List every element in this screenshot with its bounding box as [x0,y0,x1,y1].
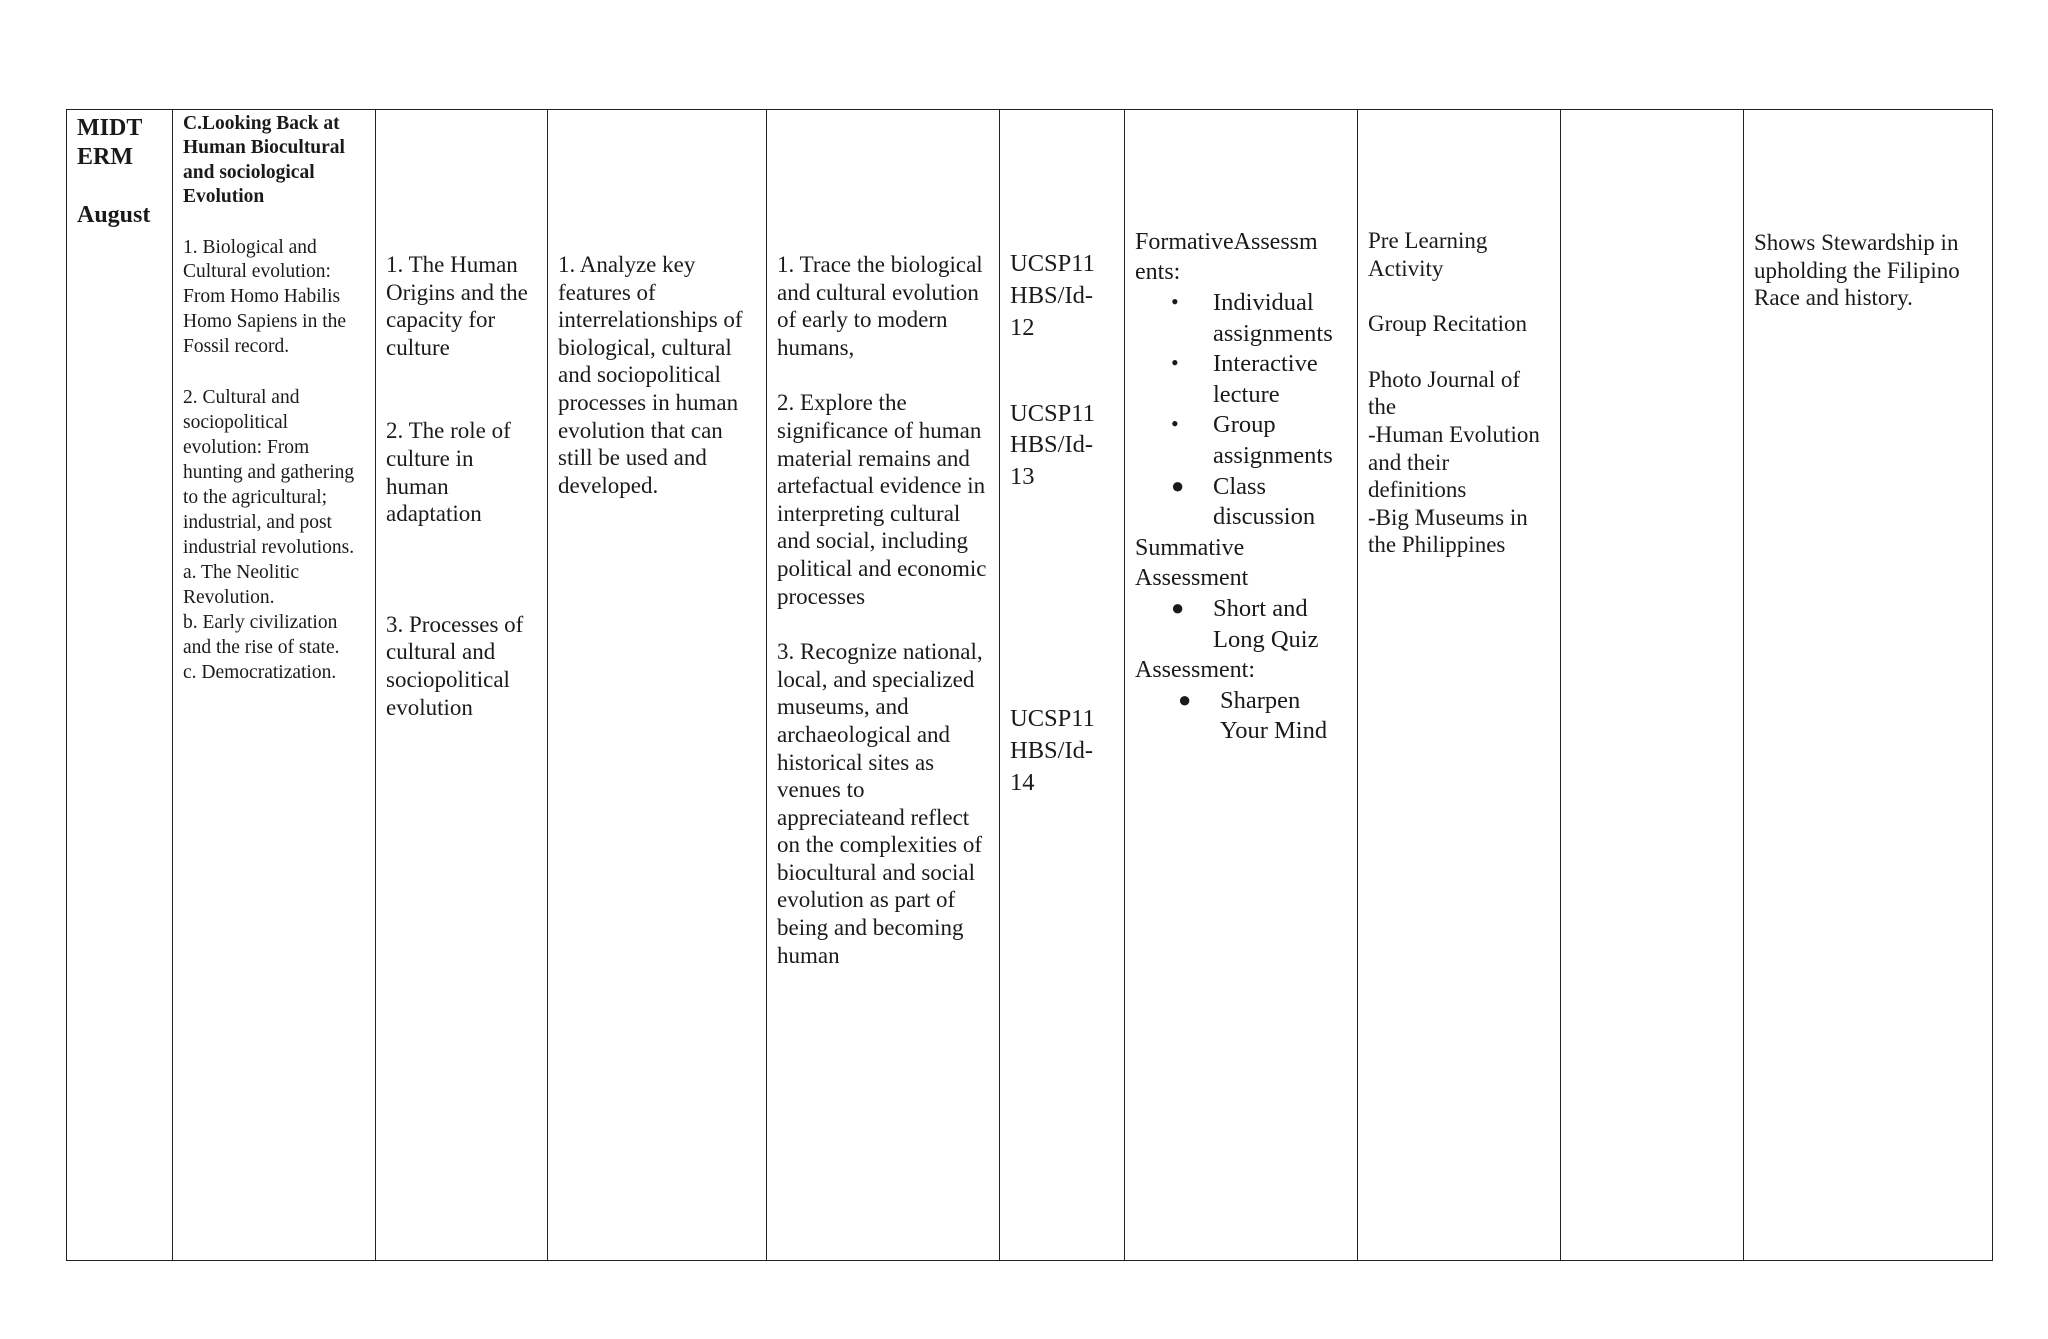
list-item: • Interactive lecture [1171,350,1318,408]
bullet-icon: • [1171,350,1179,376]
competencies-cell [767,110,1000,1261]
standard-1: 1. The Human Origins and the capacity for culture [386,252,528,360]
competency-2: 2. Explore the significance of human material remains and artefactual evidence in interpreting cultural and social, including political and economic processes [777,390,987,609]
bullet-icon: ● [1171,472,1185,498]
resources-cell [1561,110,1744,1261]
values-cell [1744,110,1993,1261]
codes-cell [1000,110,1125,1261]
assessment-cell [1125,110,1358,1261]
content-item-1: 1. Biological and Cultural evolution: From Homo Habilis Homo Sapiens in the Fossil record. [183,236,347,358]
activity-3: Photo Journal of the [1368,366,1521,420]
activity-5: -Big Museums in the Philippines [1368,504,1528,558]
term-label: MIDT ERM [77,115,142,171]
activity-1: Pre Learning Activity [1368,228,1488,281]
performance-cell [548,110,767,1261]
activities-cell [1358,110,1561,1261]
code-2: UCSP11 HBS/Id-13 [1010,399,1095,491]
table-row [67,110,1993,1261]
summative-list [1135,594,1347,655]
bullet-icon: ● [1178,686,1192,712]
bullet-icon: • [1171,411,1179,437]
list-item: • Group assignments [1171,411,1333,470]
list-item: ● Short and Long Quiz [1171,594,1319,653]
values-text: Shows Stewardship in upholding the Filipino Race and history. [1754,230,1960,311]
standard-3: 3. Processes of cultural and sociopolitical evolution [386,611,524,720]
standards-cell [376,110,548,1261]
activity-2: Group Recitation [1368,311,1528,337]
code-1: UCSP11 HBS/Id-12 [1010,250,1095,341]
list-item: • Individual assignments [1171,288,1333,347]
list-item: ● Class discussion [1171,472,1316,531]
term-cell [67,110,173,1261]
content-sub-c: c. Democratization. [183,661,337,683]
month-label: August [77,201,151,228]
standard-2: 2. The role of culture in human adaptation [386,418,511,527]
content-sub-b: b. Early civilization and the rise of state. [183,611,340,658]
content-sub-a: a. The Neolitic Revolution. [183,561,300,608]
bullet-icon: • [1171,288,1179,314]
summative-heading: Summative Assessment [1135,534,1249,592]
formative-heading: FormativeAssessm ents: [1135,229,1318,286]
activity-4: -Human Evolution and their definitions [1368,421,1540,503]
formative-list [1135,288,1347,533]
assessment-list [1135,686,1347,747]
competency-3: 3. Recognize national, local, and specialized museums, and archaeological and historical sites as venues to appreciateand reflect on the complexities of biocultural and social evolution as part of being and becoming human [777,639,983,968]
content-title: C.Looking Back at Human Biocultural and sociological Evolution [183,113,345,208]
competency-1: 1. Trace the biological and cultural evolution of early to modern humans, [777,252,983,360]
assessment-heading: Assessment: [1135,657,1255,684]
content-cell [173,110,376,1261]
curriculum-map-table [66,109,1993,1261]
list-item: ● Sharpen Your Mind [1178,686,1328,745]
content-item-2: 2. Cultural and sociopolitical evolution: From hunting and gathering to the agricultural; industrial, and post industrial revolutions. [183,387,355,558]
bullet-icon: ● [1171,594,1185,620]
code-3: UCSP11 HBS/Id-14 [1010,705,1095,796]
performance-1: 1. Analyze key features of interrelationships of biological, cultural and sociopolitical processes in human evolution that can still be used and developed. [558,252,743,498]
